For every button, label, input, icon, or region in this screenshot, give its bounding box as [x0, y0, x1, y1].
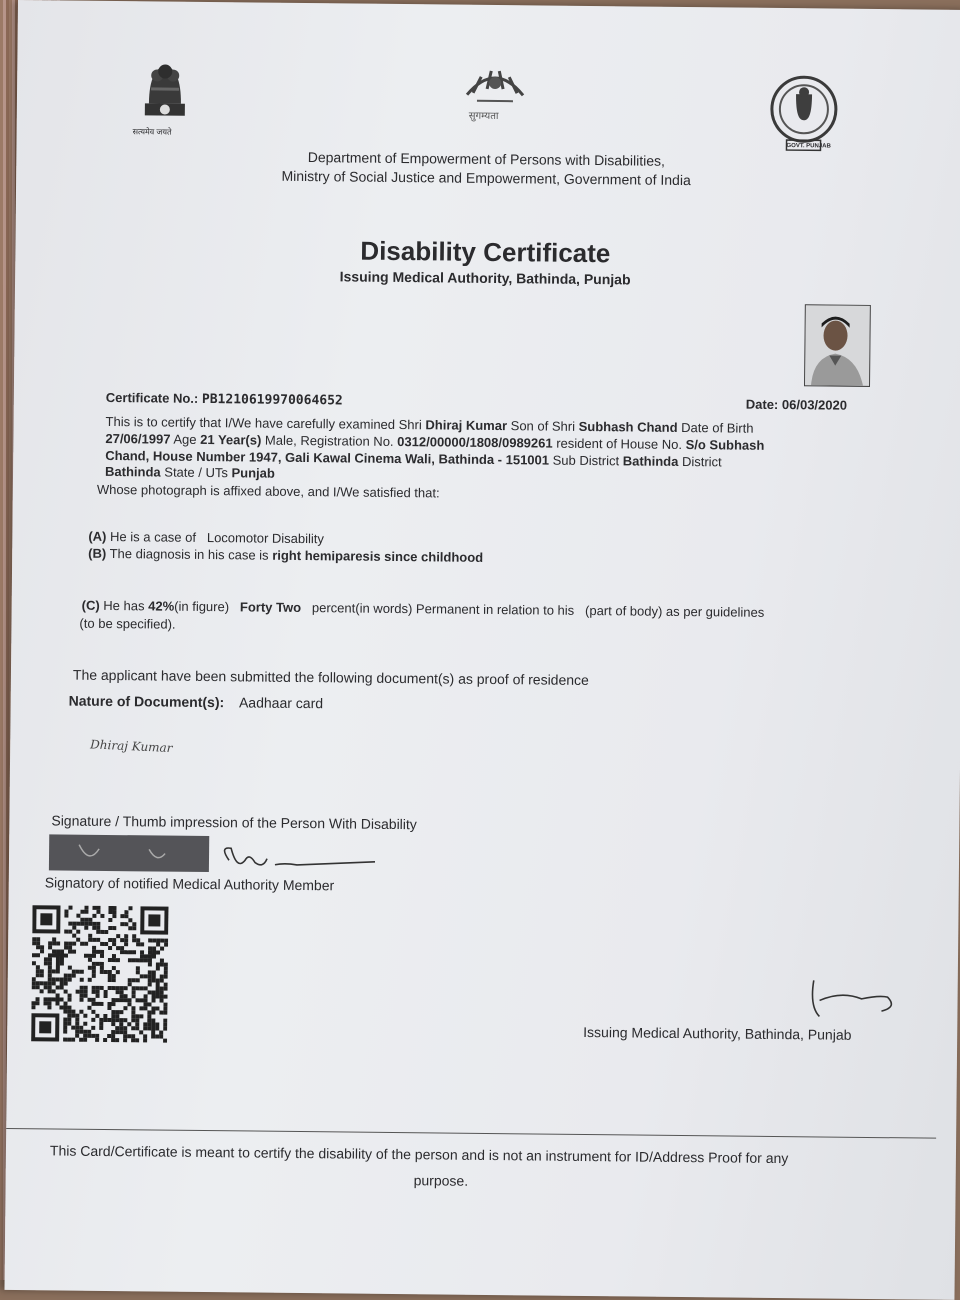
footer-line-1: This Card/Certificate is meant to certify the disability of the person and is not an instrument for ID/Address Proof for any	[49, 1142, 789, 1167]
certificate-date: Date: 06/03/2020	[745, 396, 848, 413]
department-line-1: Department of Empowerment of Persons with Disabilities,	[307, 149, 666, 169]
page-title: Disability Certificate	[360, 235, 611, 269]
certificate-paper	[4, 0, 960, 1300]
page-subtitle: Issuing Medical Authority, Bathinda, Punjab	[339, 268, 631, 288]
punjab-seal-icon	[768, 74, 839, 153]
certificate-number: Certificate No.: PB1210619970064652	[105, 389, 343, 409]
logo-caption: सुगम्यता	[468, 110, 499, 123]
authority-signature-icon	[215, 840, 385, 881]
body-line-5: Whose photograph is affixed above, and I/We satisfied that:	[96, 481, 440, 501]
finding-a: (A) He is a case of Locomotor Disability	[88, 528, 325, 547]
footer-line-2: purpose.	[413, 1172, 469, 1189]
issuer-signature-icon	[801, 976, 902, 1028]
applicant-signature: Dhiraj Kumar	[89, 737, 173, 756]
accessibility-logo-icon	[457, 65, 534, 116]
finding-b: (B) The diagnosis in his case is right hemiparesis since childhood	[88, 545, 484, 565]
redacted-signature-block	[49, 834, 209, 872]
footer-divider	[6, 1128, 936, 1139]
documents-nature: Nature of Document(s): Aadhaar card	[68, 692, 324, 712]
body-line-1: This is to certify that I/We have carefully examined Shri Dhiraj Kumar Son of Shri Subhash Chand Date of Birth	[105, 413, 754, 436]
finding-c-continued: (to be specified).	[79, 615, 176, 632]
emblem-caption: सत्यमेव जयते	[132, 127, 172, 137]
body-line-3: Chand, House Number 1947, Gali Kawal Cinema Wali, Bathinda - 151001 Sub District Bathinda District	[105, 447, 722, 470]
qr-code-icon	[31, 904, 168, 1048]
department-line-2: Ministry of Social Justice and Empowerment, Government of India	[281, 167, 691, 189]
national-emblem-icon	[135, 59, 196, 126]
person-signature-label: Signature / Thumb impression of the Person With Disability	[51, 812, 417, 833]
seal-label: GOVT. PUNJAB	[786, 143, 831, 150]
authority-signature-label: Signatory of notified Medical Authority Member	[44, 874, 335, 894]
body-line-2: 27/06/1997 Age 21 Year(s) Male, Registration No. 0312/00000/1808/0989261 resident of House No. S/o Subhash	[105, 430, 765, 453]
body-line-4: Bathinda State / UTs Punjab	[104, 463, 275, 481]
documents-intro: The applicant have been submitted the following document(s) as proof of residence	[72, 666, 589, 689]
applicant-photo	[804, 304, 871, 387]
finding-c: (C) He has 42%(in figure) Forty Two percent(in words) Permanent in relation to his (part of body) as per guidelines	[81, 597, 765, 620]
issuing-authority: Issuing Medical Authority, Bathinda, Punjab	[583, 1023, 852, 1043]
